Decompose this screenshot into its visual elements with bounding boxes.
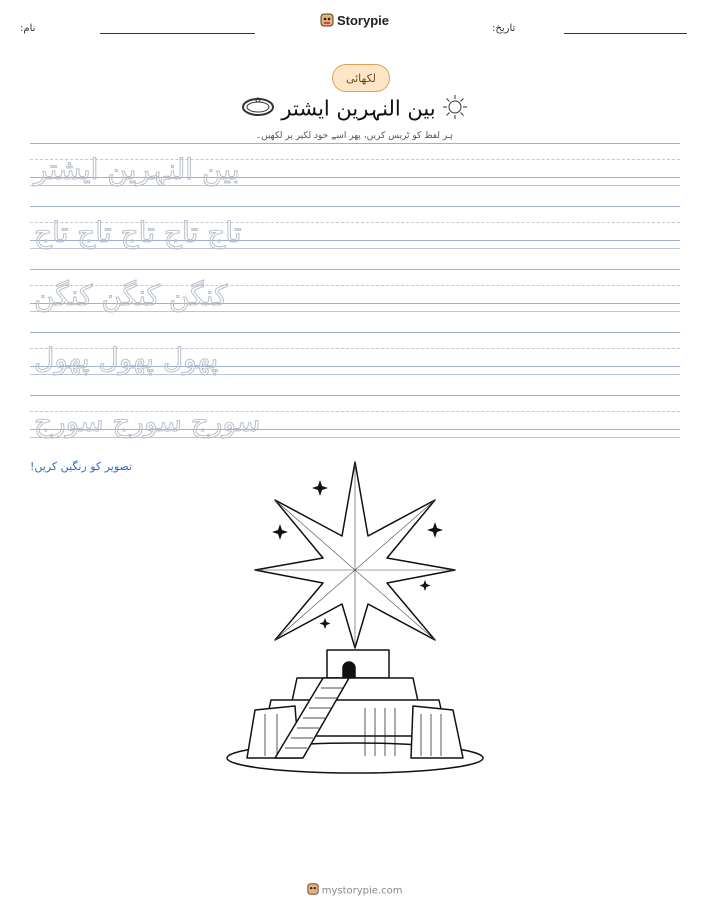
instructions: ہر لفظ کو ٹریس کریں، پھر اسے خود لکیر پر لکھیں۔	[255, 131, 454, 141]
tracing-text: پھول پھول پھول	[34, 342, 219, 375]
tracing-text: بین النہرین ایشتر	[34, 153, 240, 186]
storypie-logo-icon	[320, 12, 334, 31]
name-line[interactable]	[100, 33, 255, 34]
storypie-logo-icon	[307, 882, 319, 899]
tracing-row[interactable]	[30, 332, 680, 396]
tracing-row[interactable]	[30, 143, 680, 207]
sun-icon	[442, 94, 468, 125]
brand	[0, 12, 709, 31]
coloring-illustration[interactable]	[225, 458, 485, 776]
footer-url[interactable]: mystorypie.com	[321, 885, 403, 897]
tracing-text: کنگن کنگن کنگن	[34, 279, 228, 312]
tracing-text: سورج سورج سورج	[34, 405, 261, 438]
star-ziggurat-illustration	[225, 458, 485, 776]
title-text: بین النہرین ایشتر	[281, 96, 436, 121]
category-badge: لکھائی	[332, 64, 390, 92]
date-line[interactable]	[564, 33, 687, 34]
brand-name: Storypie	[336, 12, 389, 28]
footer	[0, 882, 709, 899]
page-title	[0, 94, 709, 125]
name-label: :نام	[20, 23, 36, 34]
date-label: :تاریخ	[492, 23, 516, 34]
tracing-row[interactable]	[30, 269, 680, 333]
tracing-row[interactable]	[30, 395, 680, 459]
tracing-row[interactable]	[30, 206, 680, 270]
coloring-label: تصویر کو رنگین کریں!	[30, 460, 133, 473]
tracing-text: تاج تاج تاج تاج تاج	[34, 216, 242, 249]
bracelet-icon	[241, 96, 275, 123]
